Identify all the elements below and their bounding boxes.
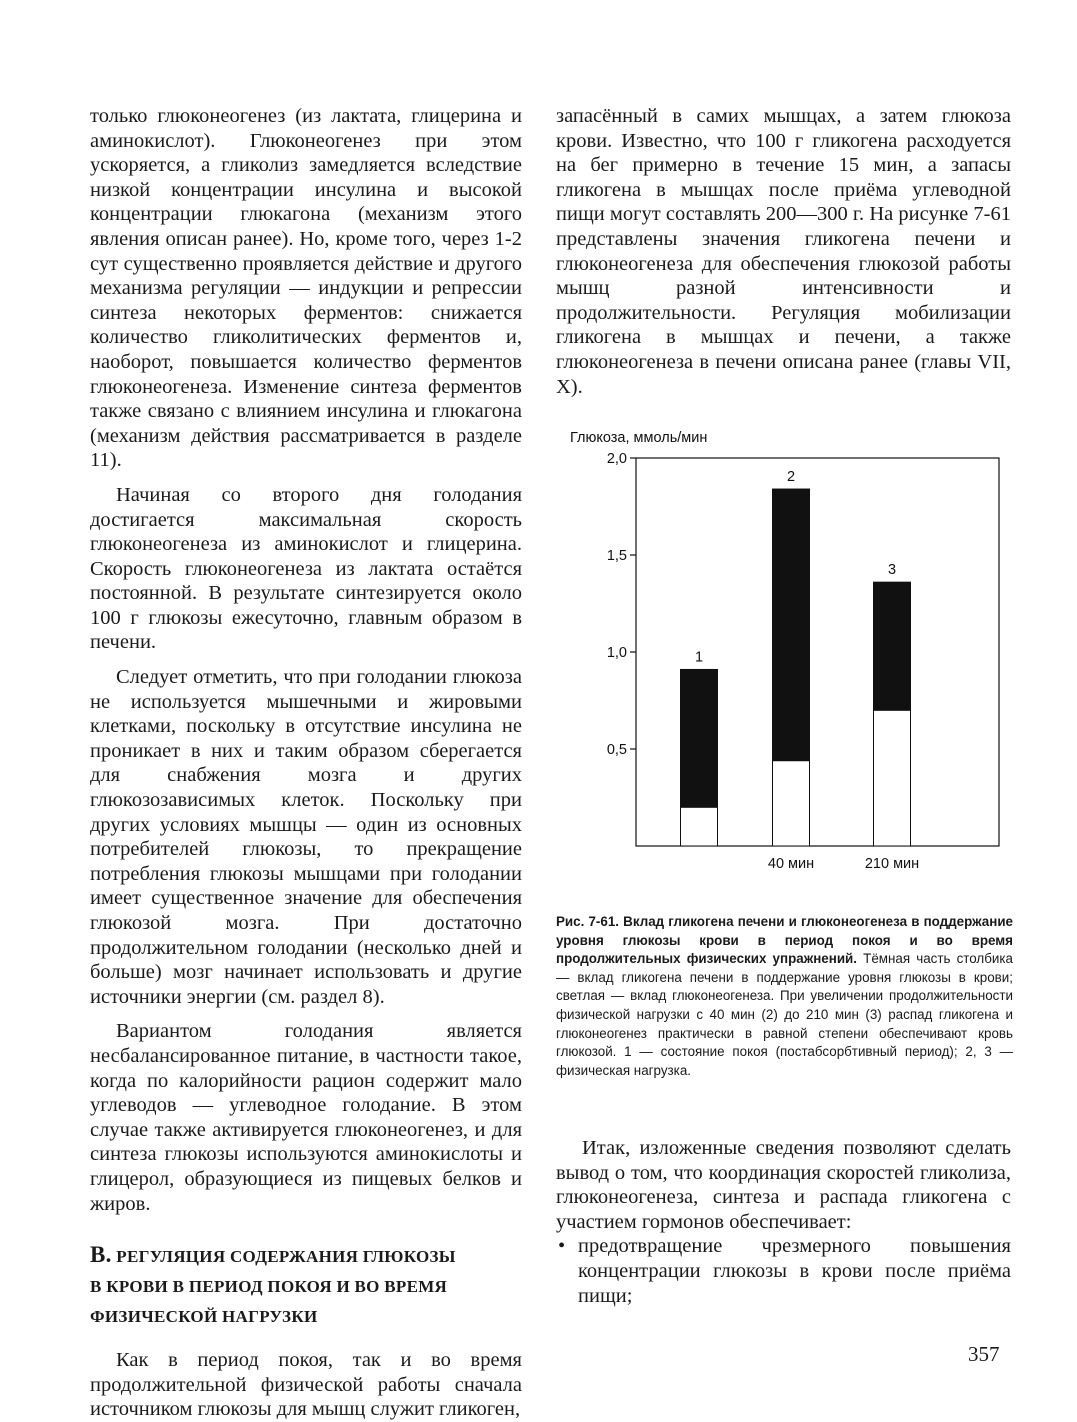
bar-segment-dark (773, 489, 810, 761)
right-column-top (556, 104, 1011, 399)
bar-segment-light (874, 710, 911, 846)
x-tick-label: 210 мин (864, 856, 920, 872)
y-tick-label: 1,0 (606, 645, 627, 661)
bar-segment-light (773, 761, 810, 846)
bar-label: 3 (887, 562, 897, 579)
y-tick-label: 1,5 (606, 548, 627, 564)
paragraph: Итак, изложенные сведения позволяют сделать вывод о том, что координация скоростей гликолиза, глюконеогенеза, синтеза и распада гликогена с участием гормонов обеспечивает: (556, 1137, 1011, 1233)
section-letter: В. (90, 1242, 112, 1268)
bar-segment-dark (874, 582, 911, 710)
right-column-bottom (556, 1136, 1011, 1308)
bullet-list (556, 1234, 1011, 1308)
bullet-item: • предотвращение чрезмерного повышения концентрации глюкозы в крови после приёма пищи; (556, 1234, 1011, 1308)
figure-chart (560, 420, 1030, 880)
paragraph: запасённый в самих мышцах, а затем глюкоза крови. Известно, что 100 г гликогена расходуется на бег примерно в течение 15 мин, а запасы гликогена в мышцах после приёма углеводной пищи могут составлять 200—300 г. На рисунке 7-61 представлены значения гликогена печени и глюконеогенеза для обеспечения глюкозой работы мышц разной интенсивности и продолжительности. Регуляция мобилизации гликогена в мышцах и печени, а также глюконеогенеза в печени описана ранее (главы VII, X). (556, 105, 1011, 398)
section-title-line: В КРОВИ В ПЕРИОД ПОКОЯ И ВО ВРЕМЯ (90, 1277, 448, 1297)
bar-chart (560, 420, 1030, 880)
y-tick-label: 2,0 (606, 451, 627, 467)
x-tick-label: 40 мин (767, 856, 815, 872)
bar-segment-dark (681, 669, 718, 807)
left-column (90, 104, 522, 1422)
y-tick-label: 0,5 (606, 742, 627, 758)
page-number: 357 (968, 1342, 1000, 1366)
paragraph: только глюконеогенез (из лактата, глицерина и аминокислот). Глюконеогенез при этом ускоряется, а гликолиз замедляется вследствие низкой концентрации инсулина и высокой концентрации глюкагона (механизм этого явления описан ранее). Но, кроме того, через 1-2 сут существенно проявляется действие и другого механизма регуляции — индукции и репрессии синтеза некоторых ферментов: снижается количество гликолитических ферментов и, наоборот, повышается количество ферментов глюконеогенеза. Изменение синтеза ферментов также связано с влиянием инсулина и глюкагона (механизм действия рассматривается в разделе 11). (90, 105, 522, 472)
section-heading (90, 1240, 522, 1332)
paragraph: Как в период покоя, так и во время продолжительной физической работы сначала источником глюкозы для мышц служит гликоген, (90, 1349, 522, 1421)
paragraph: Вариантом голодания является несбалансированное питание, в частности такое, когда по калорийности рацион содержит мало углеводов — углеводное голодание. В этом случае также активируется глюконеогенез, и для синтеза глюкозы используются аминокислоты и глицерол, образующиеся из пищевых белков и жиров. (90, 1020, 522, 1215)
bar-label: 2 (786, 469, 796, 486)
section-title-line: ФИЗИЧЕСКОЙ НАГРУЗКИ (90, 1307, 318, 1327)
bar-segment-light (681, 807, 718, 846)
paragraph: Следует отметить, что при голодании глюкоза не используется мышечными и жировыми клетками, поскольку в отсутствие инсулина не проникает в них и таким образом сберегается для снабжения мозга и других глюкозозависимых клеток. Поскольку при других условиях мышцы — один из основных потребителей глюкозы, то прекращение потребления глюкозы мышцами при голодании имеет существенное значение для обеспечения глюкозой мозга. При достаточно продолжительном голодании (несколько дней и больше) мозг начинает использовать и другие источники энергии (см. раздел 8). (90, 666, 522, 1008)
figure-caption (556, 913, 1013, 1080)
paragraph: Начиная со второго дня голодания достигается максимальная скорость глюконеогенеза из аминокислот и глицерина. Скорость глюконеогенеза из лактата остаётся постоянной. В результате синтезируется около 100 г глюкозы ежесуточно, главным образом в печени. (90, 483, 522, 654)
caption-text: Тёмная часть столбика — вклад гликогена печени в поддержание уровня глюкозы в крови; светлая — вклад глюконеогенеза. При увеличении продолжительности физической нагрузки с 40 мин (2) до 210 мин (3) распад гликогена и глюконеогенез практически в равной степени обеспечивают кровь глюкозой. 1 — состояние покоя (постабсорбтивный период); 2, 3 — физическая нагрузка. (556, 951, 1013, 1078)
section-title-line: РЕГУЛЯЦИЯ СОДЕРЖАНИЯ ГЛЮКОЗЫ (116, 1247, 456, 1267)
y-axis-label: Глюкоза, ммоль/мин (570, 430, 708, 446)
bar-label: 1 (694, 649, 704, 666)
caption-title: Рис. 7-61. Вклад гликогена печени и глюконеогенеза в поддержание уровня глюкозы крови в период покоя и во время продолжительных физических упражнений. (556, 914, 1013, 967)
